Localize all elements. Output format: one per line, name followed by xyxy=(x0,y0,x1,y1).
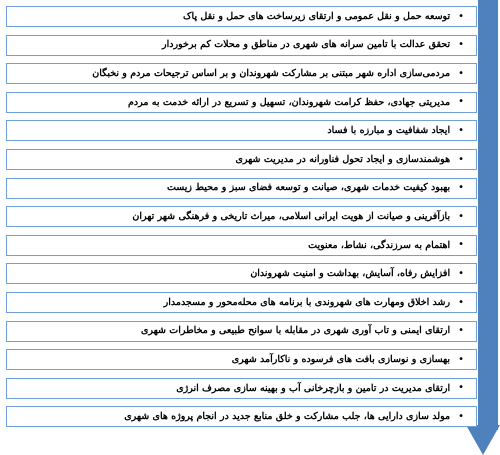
goal-label: مولد سازی دارایی ها، جلب مشارکت و خلق منابع جدید در انجام پروژه های شهری xyxy=(124,411,451,423)
bullet-dot-icon: • xyxy=(458,325,464,337)
arrow-head xyxy=(466,425,500,455)
bullet-dot-icon: • xyxy=(458,410,464,422)
goal-label: توسعه حمل و نقل عمومی و ارتقای زیرساخت های حمل و نقل پاک xyxy=(183,10,451,22)
goal-item xyxy=(6,263,477,284)
goal-item xyxy=(6,406,477,427)
goal-item xyxy=(6,235,477,256)
bullet-dot-icon: • xyxy=(458,239,464,251)
goal-label: تحقق عدالت با تامین سرانه های شهری در مناطق و محلات کم برخوردار xyxy=(162,39,451,51)
goal-item xyxy=(6,292,477,313)
goal-label: ارتقای مدیریت در تامین و بازچرخانی آب و بهینه سازی مصرف انرژی xyxy=(176,382,451,394)
goal-label: مدیریتی جهادی، حفظ کرامت شهروندان، تسهیل و تسریع در ارائه خدمت به مردم xyxy=(128,96,451,108)
goal-label: رشد اخلاق ومهارت های شهروندی با برنامه های محله‌محور و مسجدمدار xyxy=(163,296,451,308)
goal-label: اهتمام به سرزندگی، نشاط، معنویت xyxy=(308,239,451,251)
goal-item xyxy=(6,206,477,227)
bullet-dot-icon: • xyxy=(458,124,464,136)
goal-item xyxy=(6,6,477,27)
bullet-dot-icon: • xyxy=(458,382,464,394)
goal-label: ارتقای ایمنی و تاب آوری شهری در مقابله با سوانح طبیعی و مخاطرات شهری xyxy=(140,325,451,337)
bullet-dot-icon: • xyxy=(458,96,464,108)
bullet-dot-icon: • xyxy=(458,267,464,279)
goal-item xyxy=(6,92,477,113)
bullet-dot-icon: • xyxy=(458,182,464,194)
goal-label: ایجاد شفافیت و مبارزه با فساد xyxy=(327,125,451,137)
goal-item xyxy=(6,149,477,170)
goal-label: بهسازی و نوسازی بافت های فرسوده و ناکارآمد شهری xyxy=(231,353,451,365)
goal-item xyxy=(6,35,477,56)
goal-item xyxy=(6,349,477,370)
bullet-dot-icon: • xyxy=(458,210,464,222)
goal-item xyxy=(6,63,477,84)
goal-label: افزایش رفاه، آسایش، بهداشت و امنیت شهروندان xyxy=(250,268,451,280)
goal-label: هوشمندسازی و ایجاد تحول فناورانه در مدیریت شهری xyxy=(235,153,451,165)
goal-item xyxy=(6,378,477,399)
bullet-dot-icon: • xyxy=(458,153,464,165)
goal-label: بازآفرینی و صیانت از هویت ایرانی اسلامی، میراث تاریخی و فرهنگی شهر تهران xyxy=(132,210,451,222)
goal-label: مردمی‌سازی اداره شهر مبتنی بر مشارکت شهروندان و بر اساس ترجیحات مردم و نخبگان xyxy=(92,67,451,79)
arrow-shaft xyxy=(478,0,498,430)
bullet-dot-icon: • xyxy=(458,10,464,22)
bullet-dot-icon: • xyxy=(458,353,464,365)
goal-label: بهبود کیفیت خدمات شهری، صیانت و توسعه فضای سبز و محیط زیست xyxy=(166,182,451,194)
bullet-dot-icon: • xyxy=(458,39,464,51)
goal-item xyxy=(6,321,477,342)
goal-item xyxy=(6,120,477,141)
goal-item xyxy=(6,178,477,199)
bullet-dot-icon: • xyxy=(458,296,464,308)
bullet-dot-icon: • xyxy=(458,67,464,79)
